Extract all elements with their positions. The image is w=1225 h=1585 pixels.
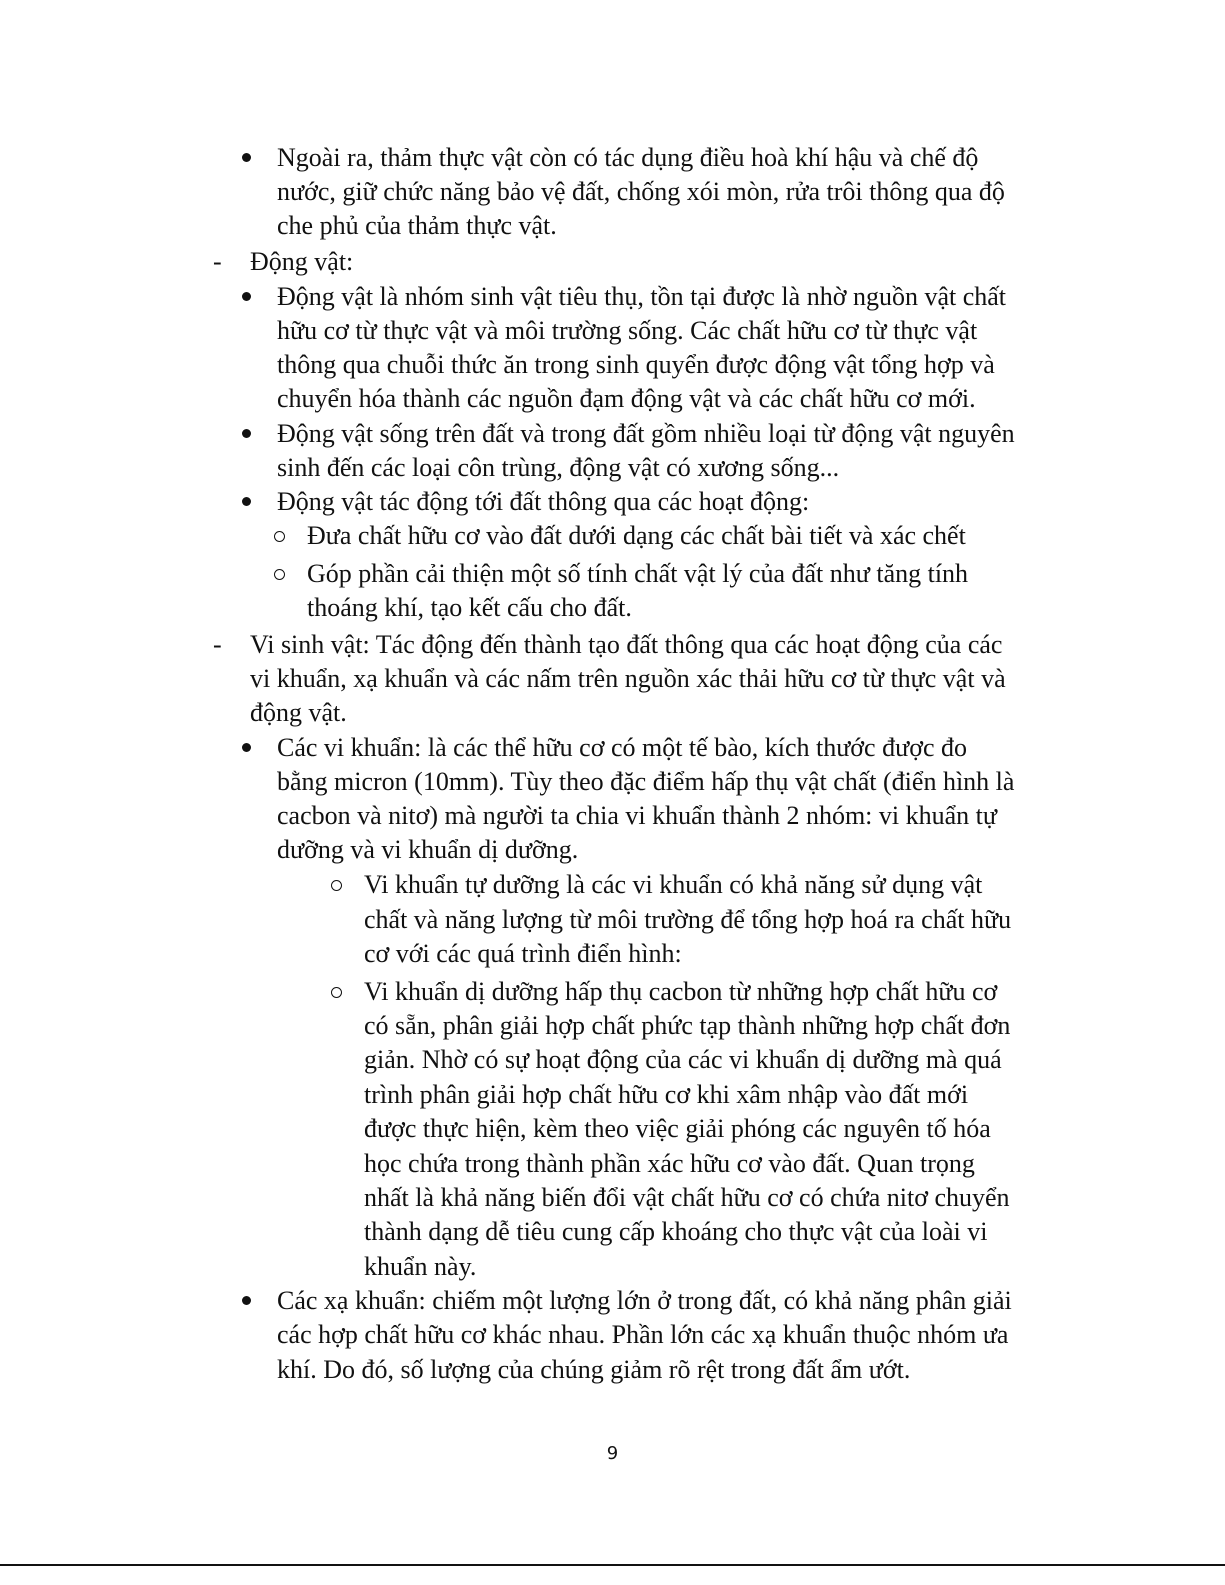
text-line: trình phân giải hợp chất hữu cơ khi xâm nhập vào đất mới	[364, 1080, 969, 1109]
text-line: học chứa trong thành phần xác hữu cơ vào đất. Quan trọng	[364, 1149, 975, 1178]
circle-bullet-icon	[331, 987, 342, 998]
text-line: thành dạng dễ tiêu cung cấp khoáng cho thực vật của loài vi	[364, 1217, 988, 1246]
text-line: Vi sinh vật: Tác động đến thành tạo đất thông qua các hoạt động của các	[250, 630, 1003, 659]
page-number: 9	[606, 1443, 619, 1464]
text-line: che phủ của thảm thực vật.	[277, 211, 557, 240]
text-line: thoáng khí, tạo kết cấu cho đất.	[307, 593, 632, 622]
text-line: thông qua chuỗi thức ăn trong sinh quyển được động vật tổng hợp và	[277, 350, 995, 379]
text-line: Động vật sống trên đất và trong đất gồm nhiều loại từ động vật nguyên	[277, 419, 1015, 448]
text-line: giản. Nhờ có sự hoạt động của các vi khuẩn dị dưỡng mà quá	[364, 1045, 1002, 1074]
bullet-icon	[242, 497, 251, 506]
text-line: Vi khuẩn dị dưỡng hấp thụ cacbon từ những hợp chất hữu cơ	[364, 977, 998, 1006]
bullet-icon	[242, 1296, 251, 1305]
text-line: được thực hiện, kèm theo việc giải phóng các nguyên tố hóa	[364, 1114, 991, 1143]
text-line: hữu cơ từ thực vật và môi trường sống. Các chất hữu cơ từ thực vật	[277, 316, 978, 345]
text-line: Động vật là nhóm sinh vật tiêu thụ, tồn tại được là nhờ nguồn vật chất	[277, 282, 1007, 311]
page-bottom-rule	[0, 1564, 1225, 1566]
text-line: nước, giữ chức năng bảo vệ đất, chống xói mòn, rửa trôi thông qua độ	[277, 177, 1005, 206]
text-line: Ngoài ra, thảm thực vật còn có tác dụng điều hoà khí hậu và chế độ	[277, 143, 979, 172]
text-line: Vi khuẩn tự dưỡng là các vi khuẩn có khả năng sử dụng vật	[364, 870, 983, 899]
text-line: nhất là khả năng biến đổi vật chất hữu cơ có chứa nitơ chuyển	[364, 1183, 1010, 1212]
bullet-icon	[242, 292, 251, 301]
text-line: có sẵn, phân giải hợp chất phức tạp thành những hợp chất đơn	[364, 1011, 1011, 1040]
circle-bullet-icon	[274, 569, 285, 580]
bullet-icon	[242, 743, 251, 752]
bullet-icon	[242, 429, 251, 438]
text-line: khuẩn này.	[364, 1252, 477, 1281]
text-line: chất và năng lượng từ môi trường để tổng hợp hoá ra chất hữu	[364, 905, 1012, 934]
text-line: Động vật:	[250, 247, 354, 276]
text-line: cacbon và nitơ) mà người ta chia vi khuẩn thành 2 nhóm: vi khuẩn tự	[277, 801, 997, 830]
text-line: Động vật tác động tới đất thông qua các hoạt động:	[277, 487, 810, 516]
text-line: dưỡng và vi khuẩn dị dưỡng.	[277, 835, 579, 864]
bullet-icon	[242, 153, 251, 162]
circle-bullet-icon	[274, 531, 285, 542]
text-line: động vật.	[250, 698, 347, 727]
text-line: bằng micron (10mm). Tùy theo đặc điểm hấp thụ vật chất (điển hình là	[277, 767, 1015, 796]
text-line: các hợp chất hữu cơ khác nhau. Phần lớn các xạ khuẩn thuộc nhóm ưa	[277, 1320, 1009, 1349]
dash-marker: -	[213, 630, 222, 659]
dash-marker: -	[213, 247, 222, 276]
text-line: Các xạ khuẩn: chiếm một lượng lớn ở trong đất, có khả năng phân giải	[277, 1286, 1012, 1315]
text-line: cơ với các quá trình điển hình:	[364, 939, 682, 968]
text-line: khí. Do đó, số lượng của chúng giảm rõ rệt trong đất ẩm ướt.	[277, 1355, 911, 1384]
text-line: Các vi khuẩn: là các thể hữu cơ có một tế bào, kích thước được đo	[277, 733, 967, 762]
circle-bullet-icon	[331, 880, 342, 891]
text-line: chuyển hóa thành các nguồn đạm động vật và các chất hữu cơ mới.	[277, 384, 976, 413]
text-line: Góp phần cải thiện một số tính chất vật lý của đất như tăng tính	[307, 559, 969, 588]
text-line: sinh đến các loại côn trùng, động vật có xương sống...	[277, 453, 840, 482]
text-line: vi khuẩn, xạ khuẩn và các nấm trên nguồn xác thải hữu cơ từ thực vật và	[250, 664, 1006, 693]
text-line: Đưa chất hữu cơ vào đất dưới dạng các chất bài tiết và xác chết	[307, 521, 966, 550]
